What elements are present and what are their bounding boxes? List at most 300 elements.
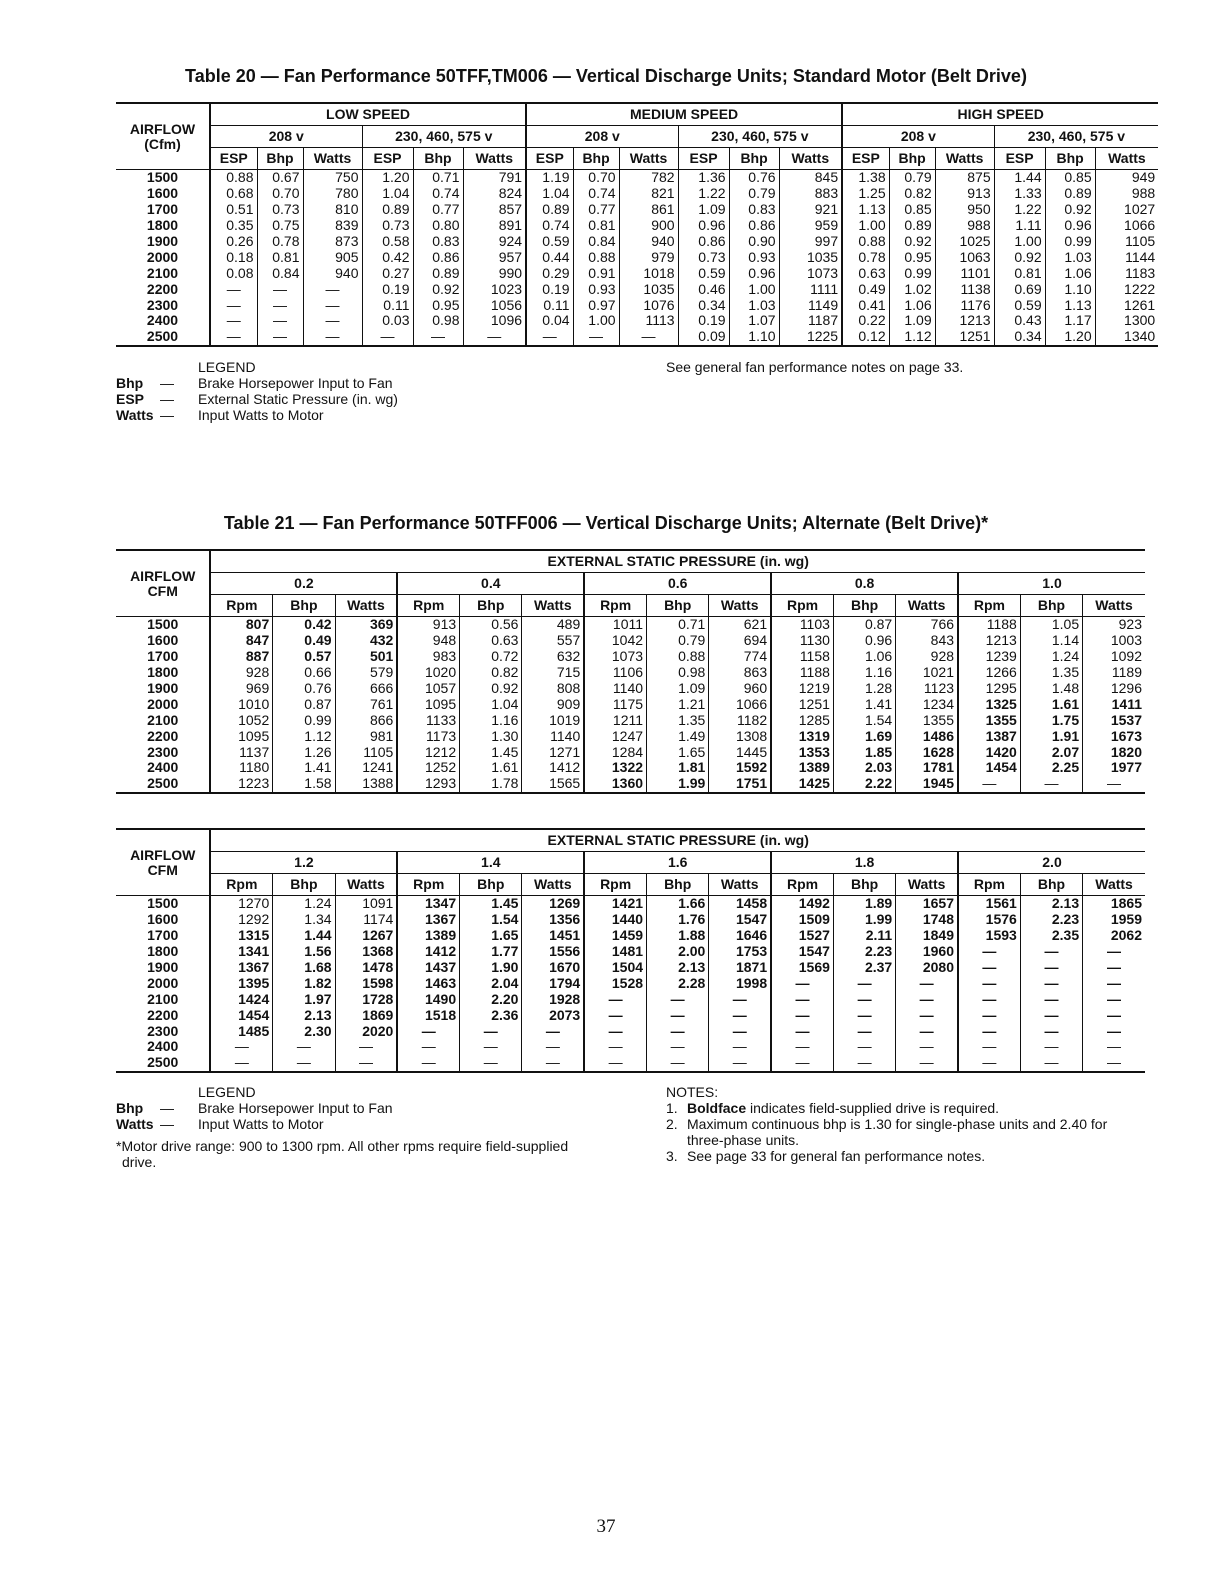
value-cell: 845	[779, 170, 842, 186]
value-cell: 1412	[522, 760, 584, 776]
value-cell: —	[958, 1039, 1020, 1055]
airflow-cell: 2300	[147, 1022, 179, 1039]
value-cell: 1052	[210, 712, 272, 728]
value-cell: 1267	[335, 928, 397, 944]
value-cell: 489	[522, 617, 584, 633]
value-cell: 1794	[522, 975, 584, 991]
value-cell: 1010	[210, 696, 272, 712]
value-cell: 883	[779, 186, 842, 202]
value-cell: 2.28	[647, 975, 709, 991]
table-row	[116, 728, 1145, 744]
value-cell: —	[210, 313, 257, 329]
value-cell: 1.35	[647, 712, 709, 728]
value-cell: 950	[935, 202, 994, 218]
column-header: Rpm	[771, 595, 833, 617]
airflow-cell: 1900	[147, 959, 179, 975]
legend-item: Watts — Input Watts to Motor	[116, 1116, 324, 1132]
column-header: Watts	[619, 148, 678, 170]
value-cell: 0.89	[362, 202, 413, 218]
value-cell: 1.00	[994, 234, 1045, 250]
airflow-cell: 1500	[147, 895, 179, 912]
value-cell: 1018	[619, 265, 678, 281]
value-cell: 774	[709, 649, 771, 665]
speed-header: MEDIUM SPEED	[526, 103, 842, 126]
value-cell: 1173	[397, 728, 459, 744]
value-cell: 1180	[210, 760, 272, 776]
value-cell: 1.12	[889, 329, 935, 346]
value-cell: 873	[303, 234, 362, 250]
airflow-cell: 2000	[147, 974, 179, 991]
value-cell: 1.24	[1020, 649, 1082, 665]
value-cell: —	[958, 1023, 1020, 1039]
value-cell: 1.97	[273, 991, 335, 1007]
value-cell: 369	[335, 617, 397, 633]
value-cell: 0.26	[210, 234, 257, 250]
value-cell: 1.05	[1020, 617, 1082, 633]
table20-fan-performance	[116, 102, 1158, 347]
value-cell: 2.13	[647, 960, 709, 976]
value-cell: —	[584, 1039, 646, 1055]
value-cell: 0.95	[889, 249, 935, 265]
value-cell: 1.21	[647, 696, 709, 712]
value-cell: 1.07	[729, 313, 779, 329]
value-cell: 1.09	[678, 202, 729, 218]
table20-title: Table 20 — Fan Performance 50TFF,TM006 — Vertical Discharge Units; Standard Motor (Belt Drive)	[185, 66, 1027, 86]
value-cell: 1486	[896, 728, 958, 744]
value-cell: 1.85	[833, 744, 895, 760]
value-cell: 1928	[522, 991, 584, 1007]
table-row	[116, 249, 1158, 265]
value-cell: —	[1083, 1039, 1145, 1055]
airflow-cell: 2500	[116, 329, 210, 346]
value-cell: 1.30	[460, 728, 522, 744]
column-header: Watts	[896, 874, 958, 896]
value-cell: 1325	[958, 696, 1020, 712]
value-cell: 1.06	[889, 297, 935, 313]
value-cell: 948	[397, 633, 459, 649]
value-cell: 1.25	[842, 186, 889, 202]
value-cell: 913	[397, 617, 459, 633]
value-cell: 1945	[896, 776, 958, 793]
column-header: Bhp	[460, 595, 522, 617]
value-cell: 1347	[397, 896, 459, 912]
value-cell: 1105	[1095, 234, 1158, 250]
value-cell: 1042	[584, 633, 646, 649]
value-cell: 807	[210, 617, 272, 633]
value-cell: 0.88	[573, 249, 619, 265]
value-cell: —	[1020, 944, 1082, 960]
voltage-header: 208 v	[842, 126, 994, 148]
value-cell: —	[397, 1055, 459, 1072]
value-cell: 1111	[779, 281, 842, 297]
value-cell: 1251	[935, 329, 994, 346]
value-cell: 1424	[210, 991, 272, 1007]
value-cell: 1130	[771, 633, 833, 649]
value-cell: 2020	[335, 1023, 397, 1039]
column-header: Watts	[522, 595, 584, 617]
value-cell: 0.44	[526, 249, 573, 265]
value-cell: 1504	[584, 960, 646, 976]
notes-title: NOTES:	[666, 1084, 719, 1100]
value-cell: 924	[463, 234, 526, 250]
value-cell: 621	[709, 617, 771, 633]
value-cell: 1389	[771, 760, 833, 776]
value-cell: 1096	[463, 313, 526, 329]
value-cell: 1.11	[994, 218, 1045, 234]
value-cell: 0.86	[729, 218, 779, 234]
value-cell: 1188	[771, 665, 833, 681]
value-cell: 1425	[771, 776, 833, 793]
value-cell: 1234	[896, 696, 958, 712]
table-row	[116, 696, 1145, 712]
value-cell: —	[584, 1007, 646, 1023]
voltage-header: 208 v	[210, 126, 362, 148]
value-cell: —	[303, 313, 362, 329]
value-cell: 1095	[210, 728, 272, 744]
value-cell: 1066	[709, 696, 771, 712]
value-cell: 0.96	[833, 633, 895, 649]
column-header: Watts	[522, 874, 584, 896]
column-header: ESP	[678, 148, 729, 170]
table-row	[116, 944, 1145, 960]
airflow-cell: 1500	[146, 169, 179, 186]
value-cell: 1183	[1095, 265, 1158, 281]
table-row	[116, 1007, 1145, 1023]
value-cell: 0.92	[889, 234, 935, 250]
value-cell: 0.66	[273, 665, 335, 681]
column-header: Rpm	[584, 595, 646, 617]
value-cell: —	[522, 1039, 584, 1055]
table-row	[116, 297, 1158, 313]
value-cell: —	[896, 1039, 958, 1055]
table-row	[116, 329, 1158, 346]
value-cell: 0.93	[573, 281, 619, 297]
value-cell: —	[958, 776, 1020, 793]
value-cell: 0.97	[573, 297, 619, 313]
value-cell: —	[1020, 975, 1082, 991]
value-cell: 1175	[584, 696, 646, 712]
airflow-cell: 1700	[146, 201, 179, 218]
value-cell: 1.00	[729, 281, 779, 297]
value-cell: 2.03	[833, 760, 895, 776]
value-cell: 432	[335, 633, 397, 649]
value-cell: 0.77	[573, 202, 619, 218]
value-cell: 0.74	[526, 218, 573, 234]
value-cell: 0.19	[362, 281, 413, 297]
value-cell: 1271	[522, 744, 584, 760]
value-cell: 1023	[463, 281, 526, 297]
value-cell: 1959	[1083, 912, 1145, 928]
airflow-cell: 2400	[147, 1038, 179, 1055]
value-cell: 1341	[210, 944, 272, 960]
value-cell: —	[1083, 776, 1145, 793]
value-cell: 1.09	[889, 313, 935, 329]
value-cell: 1025	[935, 234, 994, 250]
value-cell: 1.33	[994, 186, 1045, 202]
value-cell: 1.13	[842, 202, 889, 218]
value-cell: 1247	[584, 728, 646, 744]
value-cell: 1261	[1095, 297, 1158, 313]
value-cell: 2.11	[833, 928, 895, 944]
value-cell: —	[257, 297, 303, 313]
value-cell: —	[210, 281, 257, 297]
value-cell: 0.11	[526, 297, 573, 313]
value-cell: —	[833, 1023, 895, 1039]
airflow-cell: 1500	[147, 616, 179, 633]
pressure-header: 1.4	[397, 852, 584, 874]
airflow-cell: 1700	[147, 648, 179, 665]
value-cell: 1.76	[647, 912, 709, 928]
voltage-header: 230, 460, 575 v	[994, 126, 1158, 148]
value-cell: 0.59	[678, 265, 729, 281]
value-cell: 1035	[619, 281, 678, 297]
value-cell: 0.19	[678, 313, 729, 329]
value-cell: 1158	[771, 649, 833, 665]
airflow-cell: 1600	[147, 632, 179, 649]
value-cell: 0.35	[210, 218, 257, 234]
value-cell: 579	[335, 665, 397, 681]
airflow-cell: 2200	[146, 280, 179, 297]
value-cell: 1.00	[573, 313, 619, 329]
value-cell: 1871	[709, 960, 771, 976]
value-cell: 1748	[896, 912, 958, 928]
value-cell: 1140	[584, 681, 646, 697]
value-cell: 0.96	[1045, 218, 1095, 234]
value-cell: 928	[210, 665, 272, 681]
value-cell: 0.59	[526, 234, 573, 250]
table20-note: See general fan performance notes on page 33.	[666, 359, 964, 375]
value-cell: 1728	[335, 991, 397, 1007]
value-cell: 1.90	[460, 960, 522, 976]
value-cell: —	[210, 1039, 272, 1055]
table-row	[116, 265, 1158, 281]
value-cell: 1485	[210, 1023, 272, 1039]
value-cell: 0.82	[460, 665, 522, 681]
value-cell: 0.09	[678, 329, 729, 346]
pressure-header: 1.2	[210, 852, 397, 874]
value-cell: 1149	[779, 297, 842, 313]
value-cell: 1869	[335, 1007, 397, 1023]
value-cell: 1592	[709, 760, 771, 776]
value-cell: 1.22	[678, 186, 729, 202]
value-cell: 1527	[771, 928, 833, 944]
value-cell: 1389	[397, 928, 459, 944]
value-cell: 0.89	[1045, 186, 1095, 202]
value-cell: 1454	[958, 760, 1020, 776]
value-cell: 0.77	[413, 202, 463, 218]
value-cell: 0.04	[526, 313, 573, 329]
value-cell: 0.79	[889, 170, 935, 186]
airflow-cell: 2300	[147, 743, 179, 760]
value-cell: 940	[619, 234, 678, 250]
airflow-cell: 2400	[147, 759, 179, 776]
value-cell: 0.78	[257, 234, 303, 250]
value-cell: 1387	[958, 728, 1020, 744]
table-row	[116, 744, 1145, 760]
value-cell: 0.18	[210, 249, 257, 265]
voltage-header: 230, 460, 575 v	[678, 126, 842, 148]
value-cell: 1063	[935, 249, 994, 265]
value-cell: 0.63	[460, 633, 522, 649]
value-cell: 0.99	[1045, 234, 1095, 250]
value-cell: —	[771, 1023, 833, 1039]
value-cell: 824	[463, 186, 526, 202]
value-cell: 1269	[522, 896, 584, 912]
value-cell: 1187	[779, 313, 842, 329]
value-cell: 1.56	[273, 944, 335, 960]
value-cell: 1.12	[273, 728, 335, 744]
pressure-header: 0.2	[210, 573, 397, 595]
value-cell: 1440	[584, 912, 646, 928]
table-row	[116, 649, 1145, 665]
value-cell: —	[709, 1039, 771, 1055]
column-header: Rpm	[958, 874, 1020, 896]
value-cell: 0.85	[889, 202, 935, 218]
value-cell: 981	[335, 728, 397, 744]
table-row	[116, 928, 1145, 944]
value-cell: 1021	[896, 665, 958, 681]
value-cell: 1.54	[833, 712, 895, 728]
value-cell: 1.65	[460, 928, 522, 944]
value-cell: 1105	[335, 744, 397, 760]
value-cell: 0.82	[889, 186, 935, 202]
value-cell: 1.10	[1045, 281, 1095, 297]
table-row	[116, 912, 1145, 928]
value-cell: 1751	[709, 776, 771, 793]
column-header: Watts	[335, 595, 397, 617]
value-cell: 0.70	[257, 186, 303, 202]
value-cell: 0.56	[460, 617, 522, 633]
value-cell: 791	[463, 170, 526, 186]
value-cell: 1977	[1083, 760, 1145, 776]
column-header: Bhp	[573, 148, 619, 170]
value-cell: 1528	[584, 975, 646, 991]
column-header: Bhp	[889, 148, 935, 170]
value-cell: 761	[335, 696, 397, 712]
value-cell: 1.20	[1045, 329, 1095, 346]
value-cell: —	[1083, 975, 1145, 991]
value-cell: 0.89	[526, 202, 573, 218]
value-cell: 1518	[397, 1007, 459, 1023]
value-cell: 557	[522, 633, 584, 649]
value-cell: 2.36	[460, 1007, 522, 1023]
airflow-cell: 1800	[147, 664, 179, 681]
value-cell: 1.03	[1045, 249, 1095, 265]
value-cell: 0.98	[413, 313, 463, 329]
value-cell: 0.11	[362, 297, 413, 313]
table-row	[116, 218, 1158, 234]
value-cell: 0.46	[678, 281, 729, 297]
airflow-header: AIRFLOW (Cfm)	[116, 103, 210, 170]
value-cell: —	[1083, 944, 1145, 960]
column-header: Bhp	[647, 874, 709, 896]
value-cell: 501	[335, 649, 397, 665]
value-cell: 1561	[958, 896, 1020, 912]
value-cell: 0.92	[413, 281, 463, 297]
value-cell: 1451	[522, 928, 584, 944]
value-cell: 1.48	[1020, 681, 1082, 697]
value-cell: 1481	[584, 944, 646, 960]
value-cell: 1849	[896, 928, 958, 944]
value-cell: 1.04	[362, 186, 413, 202]
value-cell: 1340	[1095, 329, 1158, 346]
value-cell: —	[833, 991, 895, 1007]
value-cell: 1066	[1095, 218, 1158, 234]
value-cell: 921	[779, 202, 842, 218]
value-cell: 990	[463, 265, 526, 281]
value-cell: 1103	[771, 617, 833, 633]
value-cell: 0.88	[210, 170, 257, 186]
value-cell: 0.93	[729, 249, 779, 265]
value-cell: 0.43	[994, 313, 1045, 329]
column-header: Watts	[335, 874, 397, 896]
value-cell: 891	[463, 218, 526, 234]
value-cell: 1.16	[460, 712, 522, 728]
column-header: Watts	[709, 874, 771, 896]
value-cell: 2.00	[647, 944, 709, 960]
value-cell: 1537	[1083, 712, 1145, 728]
value-cell: 1355	[958, 712, 1020, 728]
column-header: Watts	[1083, 874, 1145, 896]
airflow-cell: 2000	[147, 695, 179, 712]
airflow-cell: 1600	[146, 185, 179, 202]
value-cell: —	[833, 1039, 895, 1055]
value-cell: 1.75	[1020, 712, 1082, 728]
column-header: Rpm	[210, 595, 272, 617]
value-cell: 2080	[896, 960, 958, 976]
value-cell: 0.57	[273, 649, 335, 665]
value-cell: —	[958, 960, 1020, 976]
value-cell: 983	[397, 649, 459, 665]
value-cell: 632	[522, 649, 584, 665]
column-header: Rpm	[210, 874, 272, 896]
value-cell: 1144	[1095, 249, 1158, 265]
value-cell: 1011	[584, 617, 646, 633]
value-cell: 1.09	[647, 681, 709, 697]
pressure-header: 1.6	[584, 852, 771, 874]
airflow-cell: 1900	[147, 680, 179, 696]
value-cell: 1547	[709, 912, 771, 928]
value-cell: 1182	[709, 712, 771, 728]
table20-legend	[116, 359, 616, 423]
airflow-cell: 2100	[146, 264, 179, 281]
airflow-cell: 2000	[146, 248, 179, 265]
value-cell: 2.35	[1020, 928, 1082, 944]
value-cell: 1.41	[833, 696, 895, 712]
column-header: Bhp	[833, 874, 895, 896]
value-cell: 1411	[1083, 696, 1145, 712]
column-header: ESP	[210, 148, 257, 170]
value-cell: 0.81	[257, 249, 303, 265]
column-header: ESP	[526, 148, 573, 170]
value-cell: 780	[303, 186, 362, 202]
value-cell: —	[619, 329, 678, 346]
value-cell: 1.06	[1045, 265, 1095, 281]
value-cell: 1176	[935, 297, 994, 313]
value-cell: 1285	[771, 712, 833, 728]
value-cell: 928	[896, 649, 958, 665]
value-cell: 1753	[709, 944, 771, 960]
value-cell: —	[335, 1039, 397, 1055]
value-cell: —	[413, 329, 463, 346]
airflow-cell: 2500	[116, 776, 210, 793]
value-cell: 0.03	[362, 313, 413, 329]
airflow-cell: 1900	[146, 233, 179, 249]
value-cell: 2062	[1083, 928, 1145, 944]
table-row	[116, 681, 1145, 697]
airflow-cell: 2500	[116, 1055, 210, 1072]
pressure-header: 1.0	[958, 573, 1145, 595]
